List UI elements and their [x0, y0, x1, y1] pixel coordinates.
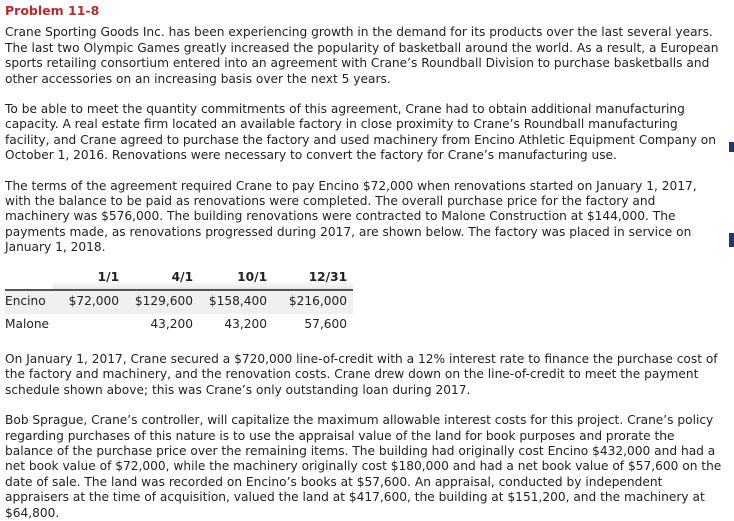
table-cell: $216,000 — [273, 290, 353, 313]
credit-paragraph: On January 1, 2017, Crane secured a $720,000 line-of-credit with a 12% interest rate to finance the purchase cost of the factory and machinery, and the renovation costs. Crane drew down on the line-of-credit to meet the payment schedule shown above; this was Crane’s only outstanding loan during 2017. — [5, 351, 718, 397]
capacity-paragraph: To be able to meet the quantity commitments of this agreement, Crane had to obtain additional manufacturing capacity. A real estate firm located an available factory in close proximity to Crane’s Roundball manufacturing facility, and Crane agreed to purchase the factory and used machinery from Encino Athletic Equipment Company on October 1, 2016. Renovations were necessary to convert the factory for Crane’s manufacturing use. — [5, 102, 716, 163]
table-cell: $72,000 — [53, 290, 125, 313]
table-header-cell: 10/1 — [199, 268, 273, 290]
intro-paragraph: Crane Sporting Goods Inc. has been experiencing growth in the demand for its products over the last several years. The last two Olympic Games greatly increased the popularity of basketball around the world. As a result, a European sports retailing consortium entered into an agreement with Crane’s Roundball Division to purchase basketballs and other accessories on an increasing basis over the next 5 years. — [5, 25, 719, 86]
table-header-blank — [5, 268, 53, 290]
table-cell: 43,200 — [224, 316, 268, 331]
table-header-cell: 12/31 — [273, 268, 353, 290]
table-cell: 43,200 — [150, 316, 194, 331]
payments-table — [5, 268, 353, 336]
problem-content — [5, 3, 723, 521]
table-cell: 57,600 — [304, 316, 348, 331]
row-label: Encino — [5, 290, 53, 313]
table-cell: $129,600 — [125, 290, 199, 313]
scroll-edge-marker — [729, 142, 734, 152]
table-header-row — [5, 268, 353, 290]
table-header-cell: 4/1 — [125, 268, 199, 290]
problem-title: Problem 11-8 — [5, 3, 100, 18]
table-row-malone — [5, 314, 353, 336]
table-cell: $158,400 — [199, 290, 273, 313]
table-cell — [53, 314, 125, 336]
terms-paragraph: The terms of the agreement required Crane to pay Encino $72,000 when renovations started on January 1, 2017, with the balance to be paid as renovations were completed. The overall purchase price for the factory and machinery was $576,000. The building renovations were contracted to Malone Construction at $144,000. The payments made, as renovations progressed during 2017, are shown below. The factory was placed in service on January 1, 2018. — [5, 178, 697, 255]
row-label: Malone — [5, 316, 50, 331]
scroll-edge-marker — [729, 233, 734, 247]
table-row-encino — [5, 290, 353, 313]
policy-paragraph: Bob Sprague, Crane’s controller, will capitalize the maximum allowable interest costs for this project. Crane’s policy regarding purchases of this nature is to use the appraisal value of the land for book purposes and prorate the balance of the purchase price over the remaining items. The building had originally cost Encino $432,000 and had a net book value of $72,000, while the machinery originally cost $180,000 and had a net book value of $57,600 on the date of sale. The land was recorded on Encino’s books at $57,600. An appraisal, conducted by independent appraisers at the time of acquisition, valued the land at $417,600, the building at $151,200, and the machinery at $64,800. — [5, 413, 722, 520]
table-header-cell: 1/1 — [53, 268, 125, 290]
